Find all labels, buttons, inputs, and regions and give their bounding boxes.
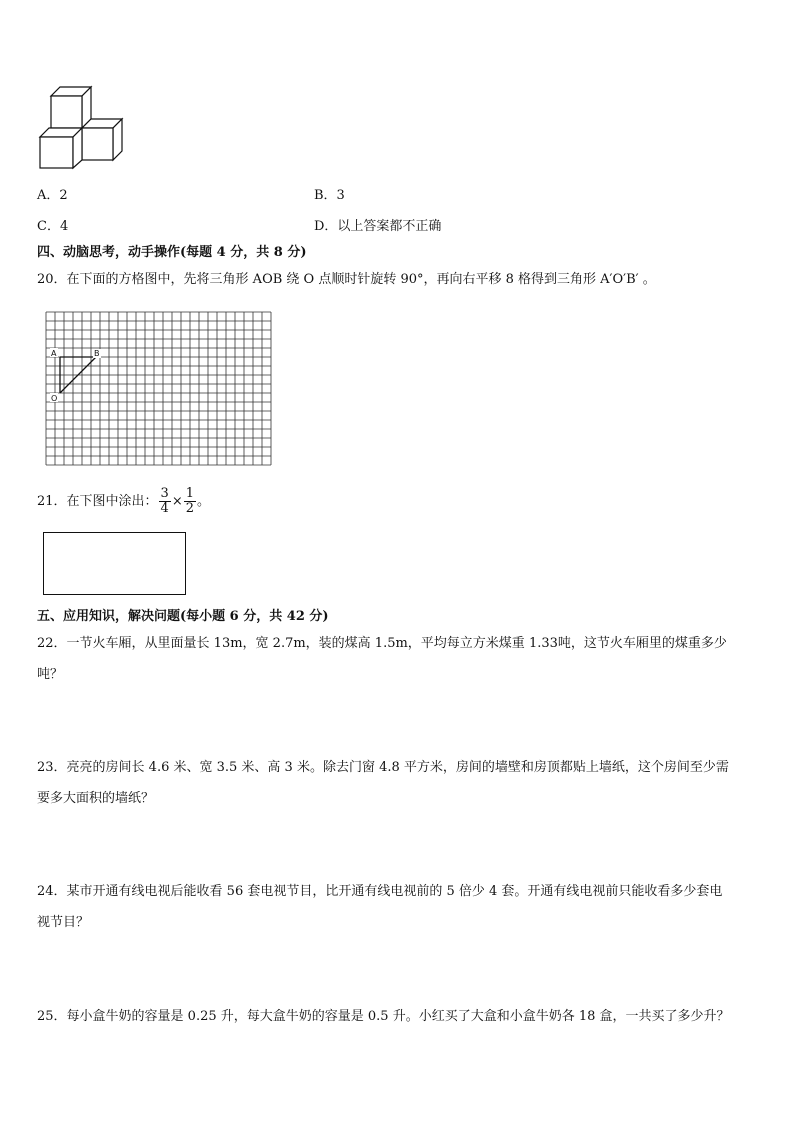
label-b: B (94, 349, 100, 358)
label-o: O (51, 394, 58, 403)
fraction-denominator: 4 (160, 501, 169, 516)
fraction-one-half (184, 487, 196, 516)
fraction-three-quarters (159, 487, 171, 516)
fraction-numerator: 3 (160, 486, 169, 501)
question-23-line-1: 23．亮亮的房间长 4.6 米、宽 3.5 米、高 3 米。除去门窗 4.8 平方米，房间的墙壁和房顶都贴上墙纸，这个房间至少需 (37, 760, 729, 775)
section-5-heading: 五、应用知识，解决问题(每小题 6 分，共 42 分) (37, 609, 329, 624)
option-b: B．3 (314, 188, 345, 203)
question-21-suffix: 。 (197, 494, 211, 509)
question-21-prefix: 21．在下图中涂出： (37, 494, 158, 509)
times-sign: × (171, 494, 183, 509)
option-a: A．2 (37, 188, 68, 203)
question-20: 20．在下面的方格图中，先将三角形 AOB 绕 O 点顺时针旋转 90°，再向右平移 8 格得到三角形 A′O′B′ 。 (37, 272, 656, 287)
question-22-line-2: 吨？ (37, 667, 64, 682)
fraction-numerator: 1 (185, 486, 195, 501)
question-22-line-1: 22．一节火车厢，从里面量长 13m，宽 2.7m，装的煤高 1.5m，平均每立方米煤重 1.33吨，这节火车厢里的煤重多少 (37, 636, 727, 651)
shading-rectangle (43, 532, 186, 595)
question-23-line-2: 要多大面积的墙纸？ (37, 791, 155, 806)
question-24-line-1: 24．某市开通有线电视后能收看 56 套电视节目，比开通有线电视前的 5 倍少 4 套。开通有线电视前只能收看多少套电 (37, 884, 723, 899)
question-25: 25．每小盒牛奶的容量是 0.25 升，每大盒牛奶的容量是 0.5 升。小红买了大盒和小盒牛奶各 18 盒，一共买了多少升？ (37, 1009, 730, 1024)
option-c: C．4 (37, 219, 69, 234)
fraction-denominator: 2 (185, 501, 195, 516)
question-21 (37, 484, 210, 520)
question-24-line-2: 视节目？ (37, 915, 90, 930)
cube-stack-figure (36, 84, 128, 172)
section-4-heading: 四、动脑思考，动手操作(每题 4 分，共 8 分) (37, 245, 307, 260)
question-20-grid (40, 305, 274, 469)
option-d: D．以上答案都不正确 (314, 219, 442, 234)
label-a: A (51, 349, 57, 358)
